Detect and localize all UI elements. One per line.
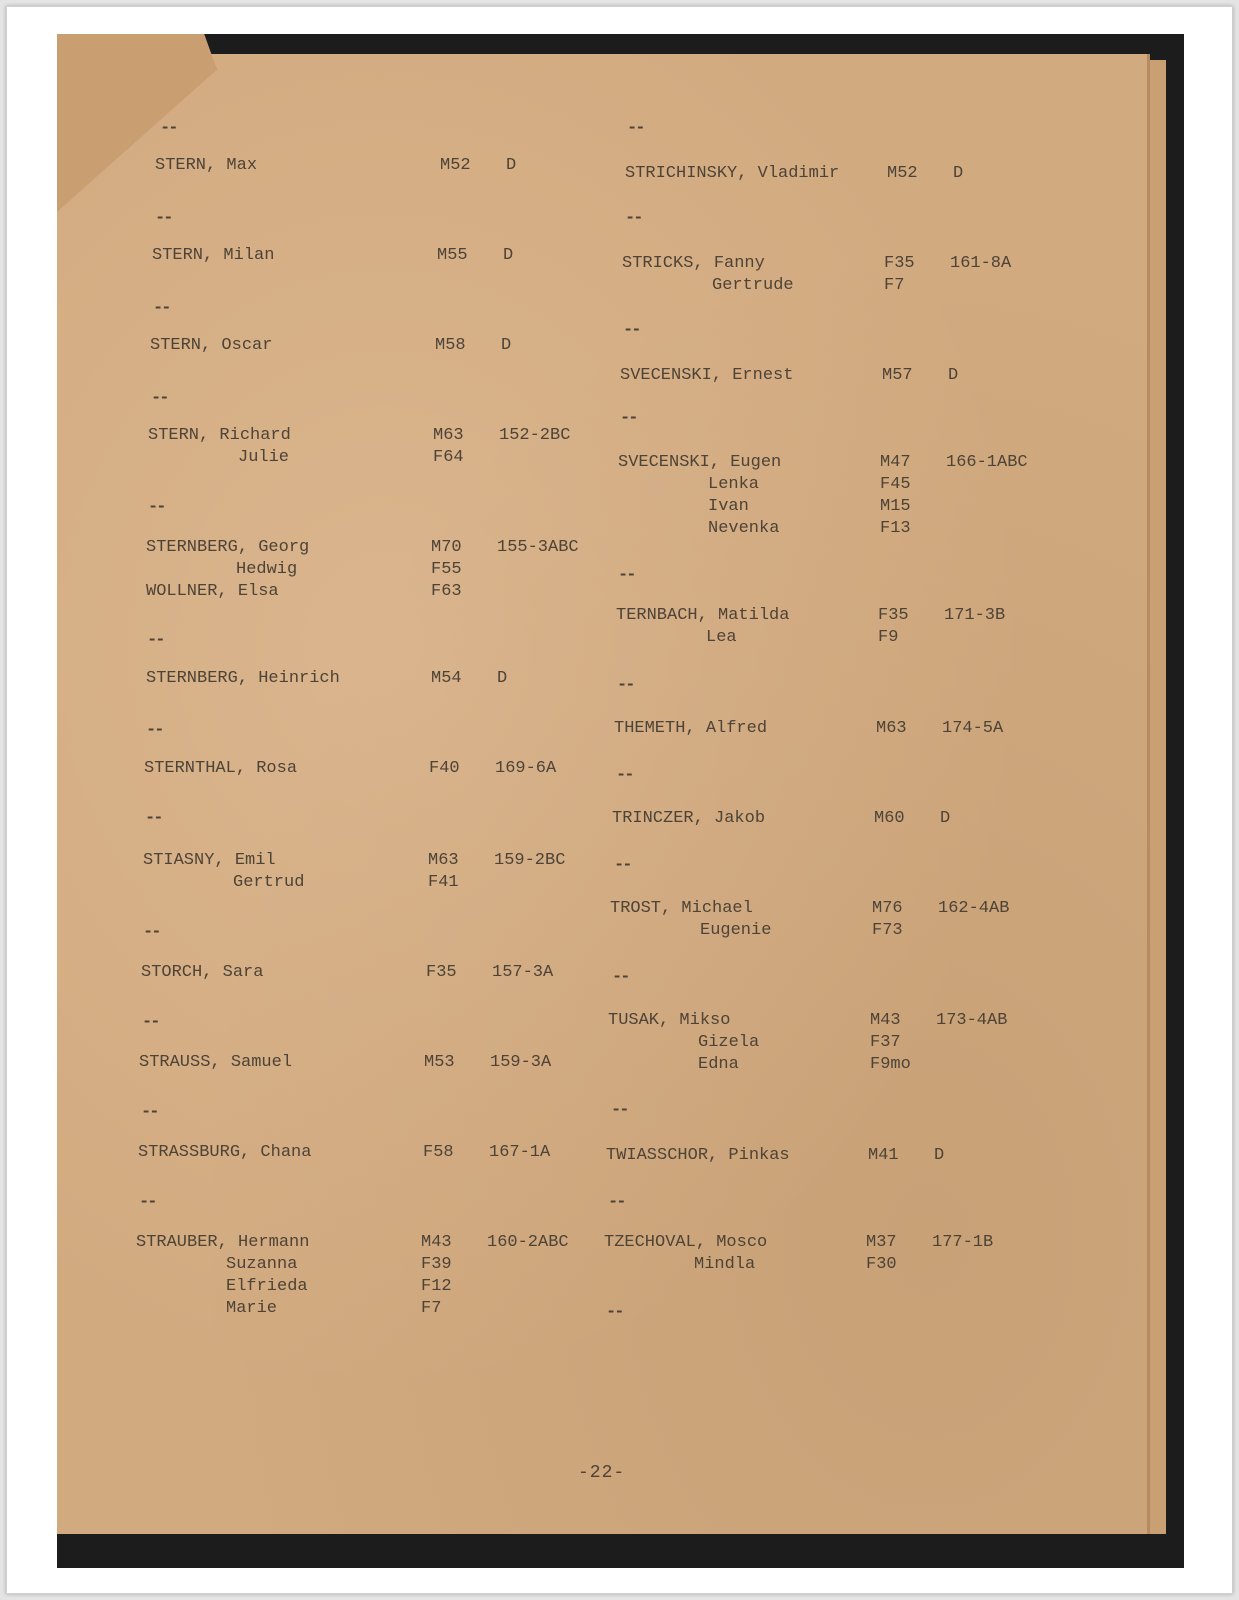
entry-member-row: [608, 1010, 1007, 1032]
entry-member-row: [148, 447, 570, 469]
sex-age: F40: [429, 759, 460, 778]
person-name: STERNTHAL, Rosa: [144, 759, 298, 778]
status-code: 155-3ABC: [497, 538, 579, 557]
entry-member-row: [146, 537, 579, 559]
entry-member-row: [616, 627, 1005, 649]
entry-member-row: [155, 155, 516, 177]
registry-entry: [604, 1232, 993, 1276]
person-name: STERN, Milan: [152, 246, 275, 265]
sex-age: F9mo: [870, 1055, 911, 1074]
entry-member-row: [612, 808, 950, 830]
person-name: STERN, Richard: [148, 426, 291, 445]
family-member-name: Lenka: [708, 475, 760, 494]
entry-member-row: [618, 518, 1028, 540]
status-code: 159-3A: [490, 1053, 552, 1072]
sex-age: F35: [426, 963, 457, 982]
left-separator: --: [145, 809, 162, 828]
sex-age: M47: [880, 453, 911, 472]
person-name: TROST, Michael: [610, 899, 753, 918]
family-member-name: Suzanna: [226, 1255, 298, 1274]
entry-member-row: [608, 1054, 1007, 1076]
person-name: STRASSBURG, Chana: [138, 1143, 312, 1162]
registry-entry: [136, 1232, 569, 1320]
status-code: D: [934, 1146, 945, 1165]
person-name: TUSAK, Mikso: [608, 1011, 731, 1030]
entry-member-row: [139, 1052, 551, 1074]
registry-entry: [625, 163, 963, 185]
right-separator: --: [620, 409, 637, 428]
registry-entry: [608, 1010, 1007, 1076]
status-code: 152-2BC: [499, 426, 571, 445]
registry-entry: [138, 1142, 550, 1164]
right-separator: --: [611, 1101, 628, 1120]
registry-entry: [606, 1145, 944, 1167]
person-name: STERN, Oscar: [150, 336, 273, 355]
entry-member-row: [144, 758, 556, 780]
status-code: 160-2ABC: [487, 1233, 569, 1252]
sex-age: M54: [431, 669, 462, 688]
right-separator: --: [606, 1303, 623, 1322]
status-code: D: [948, 366, 959, 385]
entry-member-row: [610, 898, 1009, 920]
person-name: STRAUSS, Samuel: [139, 1053, 293, 1072]
sex-age: M58: [435, 336, 466, 355]
sex-age: F41: [428, 873, 459, 892]
sex-age: F13: [880, 519, 911, 538]
family-member-name: Marie: [226, 1299, 278, 1318]
entry-member-row: [152, 245, 513, 267]
left-separator: --: [146, 721, 163, 740]
entry-member-row: [138, 1142, 550, 1164]
entry-member-row: [143, 850, 565, 872]
entry-member-row: [143, 872, 565, 894]
sex-age: M57: [882, 366, 913, 385]
left-separator: --: [143, 923, 160, 942]
registry-entry: [616, 605, 1005, 649]
right-separator: --: [625, 209, 642, 228]
entry-member-row: [606, 1145, 944, 1167]
person-name: STRICHINSKY, Vladimir: [625, 164, 840, 183]
right-separator: --: [617, 676, 634, 695]
entry-member-row: [146, 559, 579, 581]
status-code: D: [953, 164, 964, 183]
family-member-name: WOLLNER, Elsa: [146, 582, 279, 601]
status-code: D: [497, 669, 508, 688]
sex-age: F35: [884, 254, 915, 273]
sex-age: M37: [866, 1233, 897, 1252]
status-code: D: [940, 809, 951, 828]
left-separator: --: [147, 631, 164, 650]
sex-age: F73: [872, 921, 903, 940]
sex-age: M43: [421, 1233, 452, 1252]
entry-member-row: [604, 1232, 993, 1254]
entry-member-row: [616, 605, 1005, 627]
status-code: D: [503, 246, 514, 265]
person-name: TERNBACH, Matilda: [616, 606, 790, 625]
sex-age: F12: [421, 1277, 452, 1296]
status-code: 174-5A: [942, 719, 1004, 738]
status-code: D: [506, 156, 517, 175]
left-separator: --: [142, 1013, 159, 1032]
registry-entry: [150, 335, 511, 357]
left-separator: --: [151, 389, 168, 408]
right-separator: --: [608, 1193, 625, 1212]
entry-member-row: [608, 1032, 1007, 1054]
sex-age: M53: [424, 1053, 455, 1072]
registry-entry: [622, 253, 1011, 297]
sex-age: F39: [421, 1255, 452, 1274]
registry-entry: [610, 898, 1009, 942]
sex-age: M63: [876, 719, 907, 738]
entry-member-row: [618, 496, 1028, 518]
status-code: D: [501, 336, 512, 355]
entry-member-row: [610, 920, 1009, 942]
entry-member-row: [614, 718, 1003, 740]
sex-age: M60: [874, 809, 905, 828]
sex-age: M15: [880, 497, 911, 516]
sex-age: F7: [421, 1299, 442, 1318]
entry-member-row: [136, 1254, 569, 1276]
person-name: STORCH, Sara: [141, 963, 264, 982]
person-name: TWIASSCHOR, Pinkas: [606, 1146, 790, 1165]
person-name: SVECENSKI, Eugen: [618, 453, 782, 472]
sex-age: M76: [872, 899, 903, 918]
registry-entry: [152, 245, 513, 267]
family-member-name: Elfrieda: [226, 1277, 308, 1296]
entry-member-row: [136, 1298, 569, 1320]
sex-age: F30: [866, 1255, 897, 1274]
sex-age: F58: [423, 1143, 454, 1162]
person-name: SVECENSKI, Ernest: [620, 366, 794, 385]
right-separator: --: [614, 856, 631, 875]
person-name: STERNBERG, Heinrich: [146, 669, 340, 688]
registry-entry: [612, 808, 950, 830]
left-separator: --: [139, 1193, 156, 1212]
status-code: 157-3A: [492, 963, 554, 982]
right-separator: --: [627, 119, 644, 138]
registry-entry: [139, 1052, 551, 1074]
family-member-name: Gertrude: [712, 276, 794, 295]
registry-entry: [155, 155, 516, 177]
sex-age: F37: [870, 1033, 901, 1052]
registry-entry: [148, 425, 570, 469]
person-name: STERN, Max: [155, 156, 258, 175]
right-separator: --: [616, 766, 633, 785]
family-member-name: Gizela: [698, 1033, 760, 1052]
person-name: STRAUBER, Hermann: [136, 1233, 310, 1252]
status-code: 177-1B: [932, 1233, 994, 1252]
sex-age: M52: [440, 156, 471, 175]
person-name: THEMETH, Alfred: [614, 719, 768, 738]
family-member-name: Ivan: [708, 497, 749, 516]
page-number: -22-: [578, 1463, 626, 1483]
family-member-name: Eugenie: [700, 921, 772, 940]
entry-member-row: [622, 275, 1011, 297]
registry-entry: [146, 537, 579, 603]
left-separator: --: [141, 1103, 158, 1122]
registry-entry: [614, 718, 1003, 740]
right-separator: --: [612, 968, 629, 987]
sex-age: F9: [878, 628, 899, 647]
sex-age: M70: [431, 538, 462, 557]
family-member-name: Edna: [698, 1055, 739, 1074]
registry-entry: [141, 962, 553, 984]
person-name: TRINCZER, Jakob: [612, 809, 766, 828]
sex-age: M63: [433, 426, 464, 445]
sex-age: M55: [437, 246, 468, 265]
sex-age: F35: [878, 606, 909, 625]
sex-age: M43: [870, 1011, 901, 1030]
right-separator: --: [618, 566, 635, 585]
family-member-name: Gertrud: [233, 873, 305, 892]
sex-age: M41: [868, 1146, 899, 1165]
entry-member-row: [625, 163, 963, 185]
family-member-name: Lea: [706, 628, 737, 647]
entry-member-row: [136, 1276, 569, 1298]
registry-entry: [143, 850, 565, 894]
status-code: 161-8A: [950, 254, 1012, 273]
registry-entry: [620, 365, 958, 387]
entry-member-row: [146, 581, 579, 603]
status-code: 166-1ABC: [946, 453, 1028, 472]
sex-age: F64: [433, 448, 464, 467]
entry-member-row: [604, 1254, 993, 1276]
entry-member-row: [150, 335, 511, 357]
person-name: STRICKS, Fanny: [622, 254, 765, 273]
sex-age: F7: [884, 276, 905, 295]
sex-age: F55: [431, 560, 462, 579]
person-name: TZECHOVAL, Mosco: [604, 1233, 768, 1252]
family-member-name: Mindla: [694, 1255, 756, 1274]
left-separator: --: [148, 498, 165, 517]
left-separator: --: [153, 299, 170, 318]
registry-entry: [146, 668, 507, 690]
left-separator: --: [160, 119, 177, 138]
right-separator: --: [623, 321, 640, 340]
status-code: 173-4AB: [936, 1011, 1008, 1030]
status-code: 171-3B: [944, 606, 1006, 625]
status-code: 159-2BC: [494, 851, 566, 870]
entry-member-row: [620, 365, 958, 387]
status-code: 169-6A: [495, 759, 557, 778]
entry-member-row: [148, 425, 570, 447]
entry-member-row: [136, 1232, 569, 1254]
person-name: STERNBERG, Georg: [146, 538, 310, 557]
family-member-name: Nevenka: [708, 519, 780, 538]
status-code: 167-1A: [489, 1143, 551, 1162]
entry-member-row: [141, 962, 553, 984]
sex-age: F45: [880, 475, 911, 494]
family-member-name: Hedwig: [236, 560, 298, 579]
sex-age: M52: [887, 164, 918, 183]
sex-age: M63: [428, 851, 459, 870]
entry-member-row: [618, 452, 1028, 474]
entry-member-row: [618, 474, 1028, 496]
left-separator: --: [155, 209, 172, 228]
sex-age: F63: [431, 582, 462, 601]
person-name: STIASNY, Emil: [143, 851, 276, 870]
family-member-name: Julie: [238, 448, 290, 467]
registry-entry: [144, 758, 556, 780]
registry-entry: [618, 452, 1028, 540]
status-code: 162-4AB: [938, 899, 1010, 918]
entry-member-row: [146, 668, 507, 690]
entry-member-row: [622, 253, 1011, 275]
